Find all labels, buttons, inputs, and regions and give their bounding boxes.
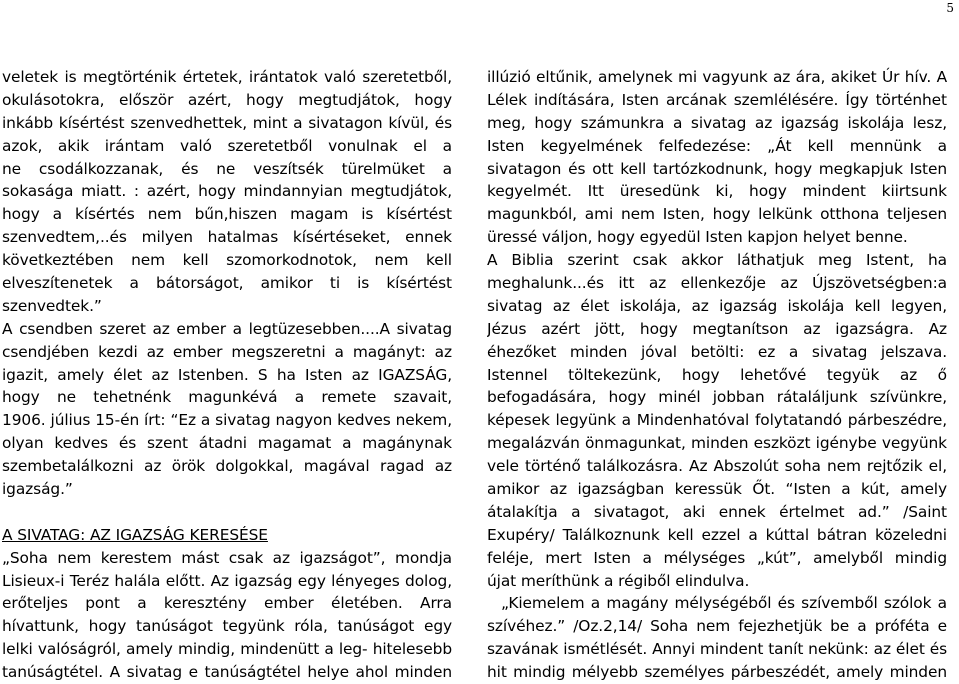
- text-line: erőteljes pont a keresztény ember életében. Arra: [2, 594, 452, 613]
- text-line: Jézus azért jött, hogy megtanítson az igazságra. Az: [487, 319, 947, 338]
- text-line: feléje, mert Isten a mélységes „kút”, amelyből mindig: [487, 548, 947, 567]
- left-text-column: [2, 66, 452, 684]
- text-line: sokasága miatt. : azért, hogy mindannyian megtudjátok,: [2, 182, 452, 201]
- text-line: Istennel töltekezünk, hogy lehetővé tegyük az ő: [487, 365, 947, 384]
- text-line: magunkból, ami nem Isten, hogy lelkünk otthona teljesen: [487, 205, 947, 224]
- text-line: azok, akik irántam való szeretetből vonulnak el a: [2, 136, 452, 155]
- text-line: következtében nem kell szomorkodnotok, nem kell: [2, 251, 452, 270]
- text-line: ne csodálkozzanak, és ne veszítsék türelmüket a: [2, 159, 452, 178]
- text-line: Exupéry/ Találkoznunk kell ezzel a kúttal bátran közeledni: [487, 525, 947, 544]
- text-line: szavának ismétlését. Annyi mindent tanít nekünk: az élet és: [487, 640, 947, 659]
- text-line: 1906. július 15-én írt: “Ez a sivatag nagyon kedves nekem,: [2, 411, 452, 430]
- text-line: sivatag az élet iskolája, az igazság iskolája kell legyen,: [487, 296, 947, 315]
- text-line: okulásotokra, először azért, hogy megtudjátok, hogy: [2, 90, 452, 109]
- text-line: Isten kegyelmének felfedezése: „Át kell mennünk a: [487, 136, 947, 155]
- text-line: hit mindig mélyebb személyes párbeszédét, amely minden: [487, 663, 947, 682]
- text-line: szembetalálkozni az örök dolgokkal, magával ragad az: [2, 457, 452, 476]
- text-line: veletek is megtörténik értetek, irántatok való szeretetből,: [2, 68, 452, 86]
- text-line: újat meríthünk a régiből elindulva.: [487, 571, 750, 590]
- text-line: meg, hogy számunkra a sivatag az igazság iskolája lesz,: [487, 113, 947, 132]
- text-line: igazság.”: [2, 480, 73, 499]
- right-text-column: [487, 66, 947, 684]
- text-line: „Soha nem kerestem mást csak az igazságot”, mondja: [2, 548, 452, 567]
- section-heading: A SIVATAG: AZ IGAZSÁG KERESÉSE: [2, 525, 268, 544]
- text-line: meghalunk...és itt az ellenkezője az Újszövetségben:a: [487, 274, 947, 293]
- text-line: amikor az igazságban keressük Őt. “Isten a kút, amely: [487, 480, 947, 499]
- text-line: kegyelmét. Itt üresedünk ki, hogy mindent kiirtsunk: [487, 182, 947, 201]
- text-line: éhezőket minden jóval betölti: ez a sivatag jelszava.: [487, 342, 947, 361]
- text-line: Lisieux-i Teréz halála előtt. Az igazság egy lényeges dolog,: [2, 571, 452, 590]
- text-line: olyan kedves és szent átadni magamat a magánynak: [2, 434, 452, 453]
- text-line: átalakítja a sivatagot, aki ennek értelmet ad.” /Saint: [487, 502, 947, 521]
- text-line: lelki valóságról, amely mindig, mindenütt a leg- hitelesebb: [2, 640, 452, 659]
- text-line: megalázván önmagunkat, minden eszközt igénybe vegyünk: [487, 434, 947, 453]
- text-line: csendjében kezdi az ember megszeretni a magányt: az: [2, 342, 452, 361]
- text-line: vele történő találkozásra. Az Abszolút soha nem rejtőzik el,: [487, 457, 947, 476]
- text-line: szenvedtem,..és milyen hatalmas kísértéseket, ennek: [2, 228, 452, 247]
- paragraph-gap: [2, 501, 452, 524]
- text-line: illúzió eltűnik, amelynek mi vagyunk az ára, akiket Úr hív. A: [487, 68, 947, 86]
- text-line: A csendben szeret az ember a legtüzesebben....A sivatag: [2, 319, 452, 338]
- text-line: „Kiemelem a magány mélységéből és szívemből szólok a: [501, 594, 947, 613]
- text-line: sivatagon és ott kell tartózkodnunk, hogy megkapjuk Isten: [487, 159, 947, 178]
- text-line: A Biblia szerint csak akkor láthatjuk meg Istent, ha: [487, 251, 947, 270]
- page-number: 5: [946, 1, 954, 15]
- text-line: befogadására, hogy minél jobban rátaláljunk szívünkre,: [487, 388, 947, 407]
- text-line: elveszítenetek a bátorságot, amikor ti is kísértést: [2, 274, 452, 293]
- text-line: szívéhez.” /Oz.2,14/ Soha nem fejezhetjük be a próféta e: [487, 617, 947, 636]
- text-line: hogy a kísértés nem bűn,hiszen magam is kísértést: [2, 205, 452, 224]
- text-line: tanúságtétel. A sivatag e tanúságtétel helye ahol minden: [2, 663, 452, 682]
- text-line: igazit, amely élet az Istenben. S ha Isten az IGAZSÁG,: [2, 365, 452, 384]
- text-line: képesek legyünk a Mindenhatóval folytatandó párbeszédre,: [487, 411, 947, 430]
- text-line: hogy ne tehetnénk magunkévá a remete szavait,: [2, 388, 452, 407]
- text-line: hívattunk, hogy tanúságot tegyünk róla, tanúságot egy: [2, 617, 452, 636]
- text-line: Lélek indítására, Isten arcának szemlélésére. Így történhet: [487, 90, 947, 109]
- text-line: szenvedtek.”: [2, 296, 102, 315]
- text-line: inkább kísértést szenvedhettek, mint a sivatagon kívül, és: [2, 113, 452, 132]
- text-line: üressé váljon, hogy egyedül Isten kapjon helyet benne.: [487, 228, 908, 247]
